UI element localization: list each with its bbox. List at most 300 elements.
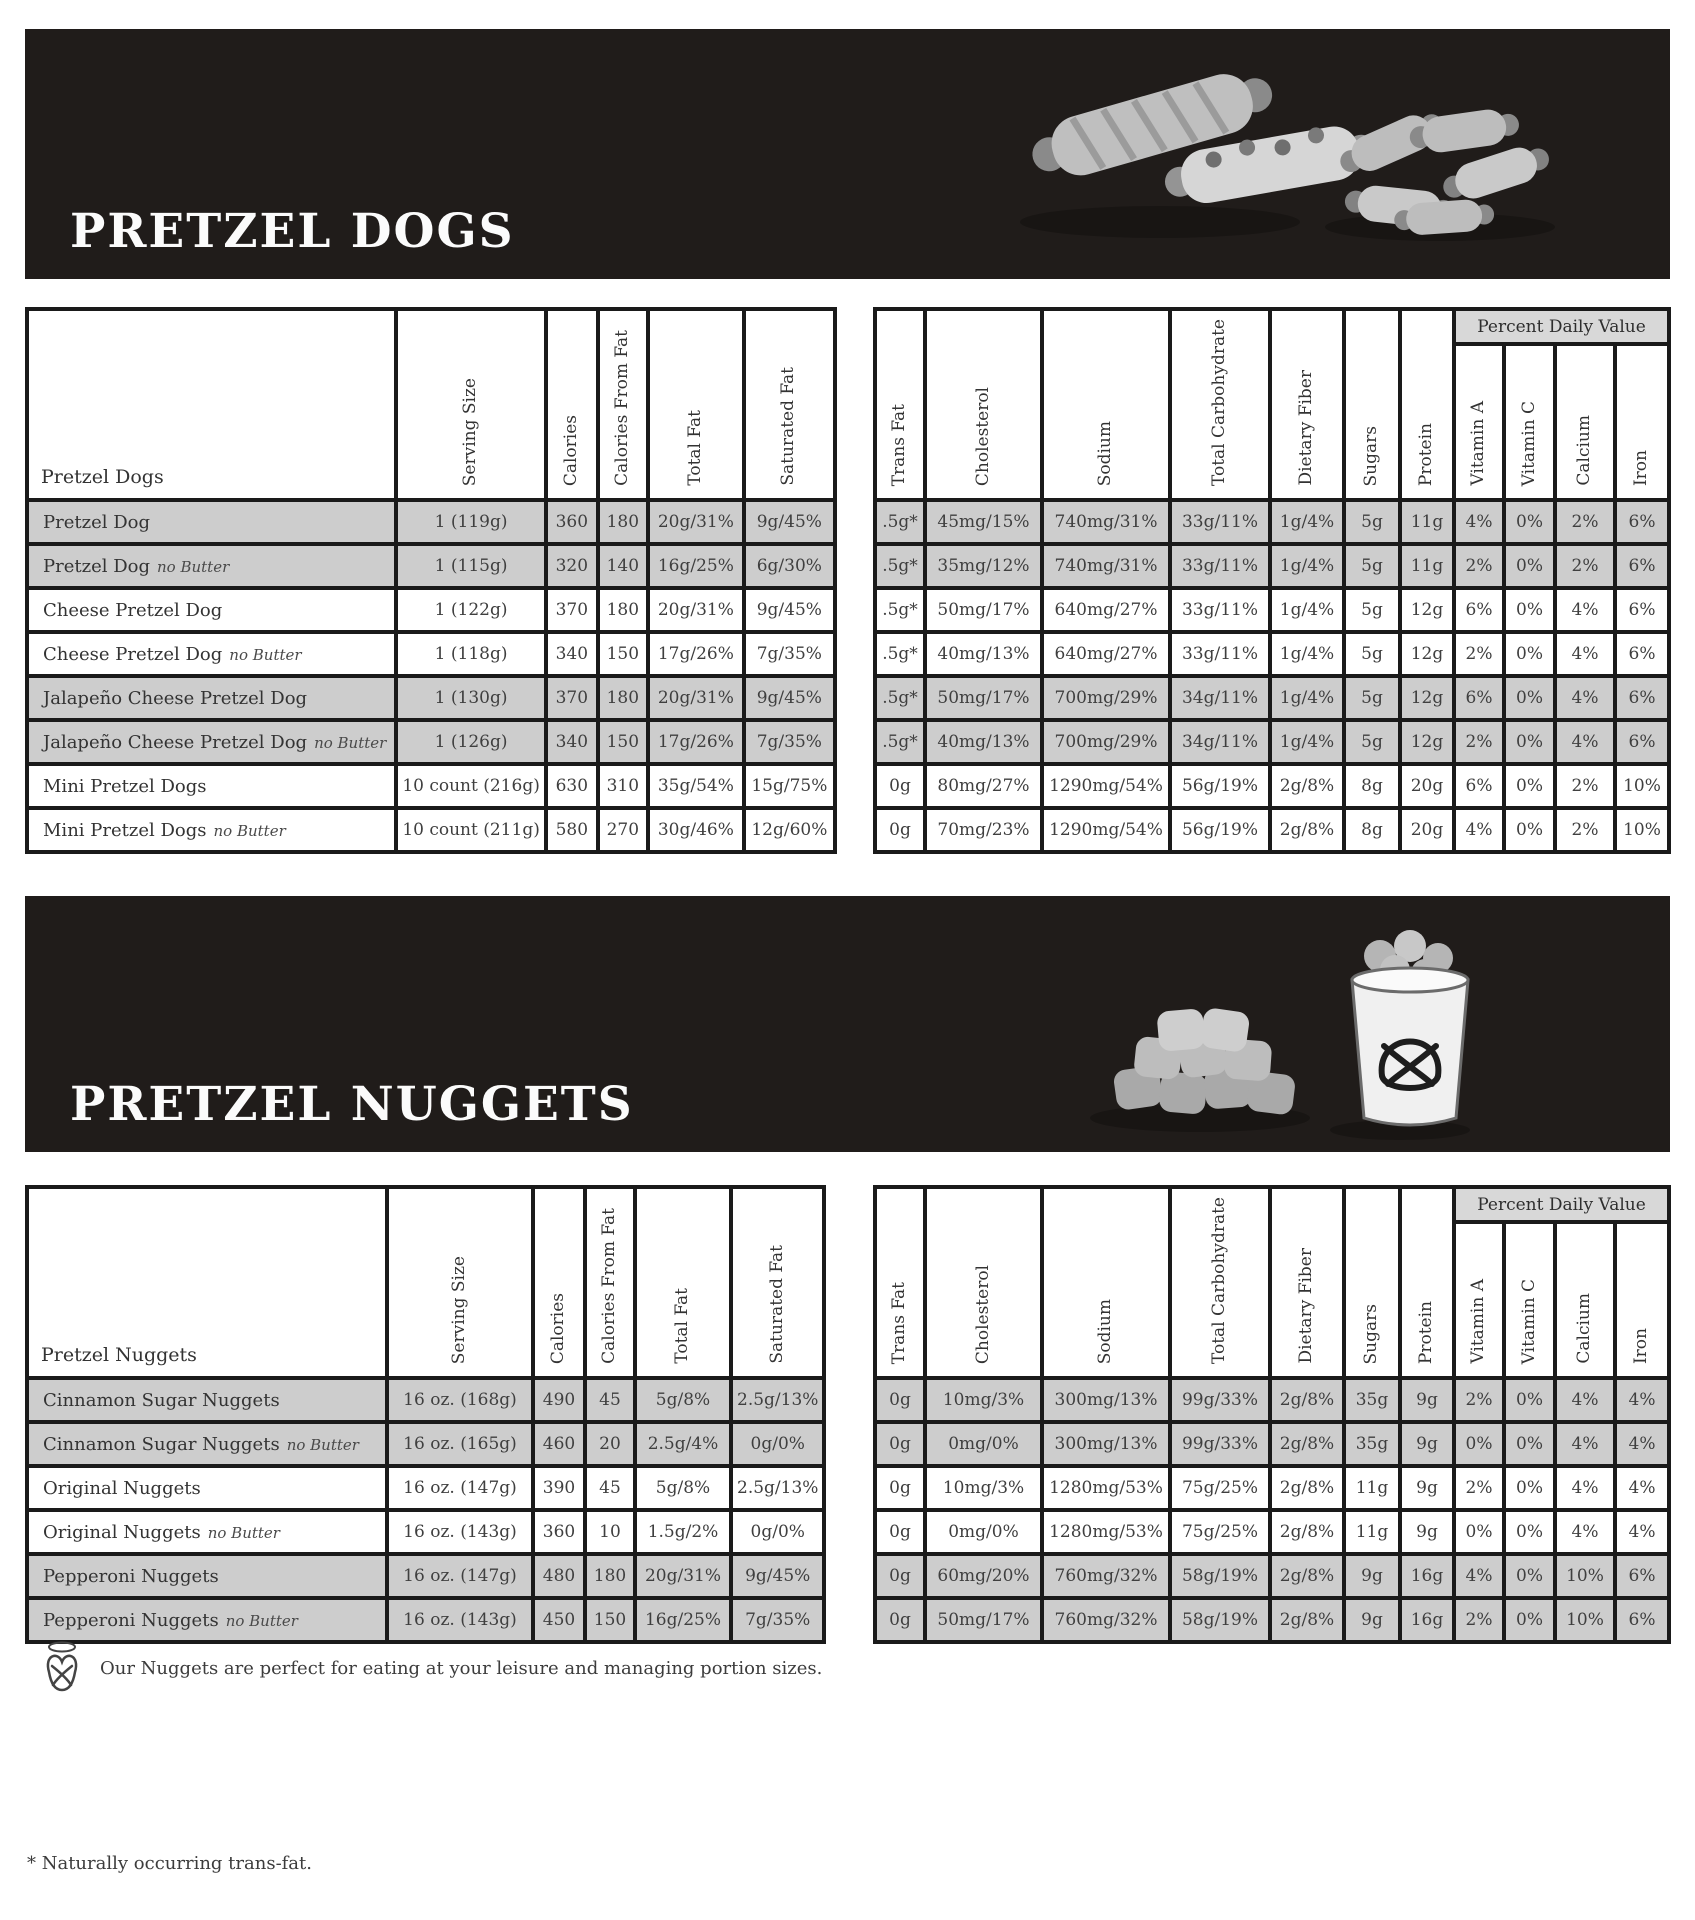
cell-item-name [27, 1422, 387, 1466]
percent-daily-value-header: Percent Daily Value [1454, 309, 1669, 344]
pretzel-halo-icon [40, 1640, 84, 1696]
item-name-suffix: no Butter [286, 1435, 359, 1454]
table-label: Pretzel Dogs [27, 309, 396, 500]
table-row [875, 1510, 1669, 1554]
pretzel-dogs-table-left [25, 307, 837, 854]
cell-iron: 4% [1615, 1510, 1669, 1554]
cell-saturated-fat: 12g/60% [744, 808, 835, 852]
cell-sugars: 5g [1344, 720, 1400, 764]
cell-dietary-fiber: 2g/8% [1270, 808, 1344, 852]
cell-trans-fat: 0g [875, 808, 925, 852]
cell-vitamin-a: 2% [1454, 1598, 1504, 1642]
cell-sugars: 5g [1344, 676, 1400, 720]
cell-calories-from-fat: 180 [598, 500, 648, 544]
item-name-suffix: no Butter [213, 821, 286, 840]
cell-vitamin-c: 0% [1504, 1554, 1555, 1598]
cell-serving-size: 16 oz. (168g) [387, 1378, 533, 1422]
cell-serving-size: 16 oz. (165g) [387, 1422, 533, 1466]
cell-total-fat: 5g/8% [635, 1378, 731, 1422]
cell-cholesterol: 50mg/17% [925, 676, 1042, 720]
column-header-iron: Iron [1615, 1222, 1669, 1378]
cell-item-name [27, 632, 396, 676]
cell-saturated-fat: 9g/45% [744, 500, 835, 544]
cell-serving-size: 16 oz. (147g) [387, 1554, 533, 1598]
cell-sodium: 300mg/13% [1042, 1378, 1170, 1422]
cell-total-fat: 20g/31% [648, 500, 744, 544]
cell-dietary-fiber: 1g/4% [1270, 632, 1344, 676]
cell-total-carbohydrate: 99g/33% [1170, 1422, 1270, 1466]
cell-total-fat: 5g/8% [635, 1466, 731, 1510]
nutrition-table [25, 1185, 826, 1644]
cell-sugars: 11g [1344, 1510, 1400, 1554]
column-header-sugars: Sugars [1344, 309, 1400, 500]
cell-vitamin-a: 2% [1454, 1378, 1504, 1422]
table-row [875, 1466, 1669, 1510]
table-row [27, 1422, 824, 1466]
cell-iron: 4% [1615, 1422, 1669, 1466]
cell-dietary-fiber: 1g/4% [1270, 500, 1344, 544]
column-header-cholesterol: Cholesterol [925, 1187, 1042, 1378]
pretzel-nuggets-banner [25, 896, 1670, 1152]
column-header-vitamin-a: Vitamin A [1454, 344, 1504, 500]
column-header-total-carbohydrate: Total Carbohydrate [1170, 309, 1270, 500]
cell-total-carbohydrate: 34g/11% [1170, 720, 1270, 764]
cell-sugars: 5g [1344, 500, 1400, 544]
cell-total-fat: 35g/54% [648, 764, 744, 808]
cell-serving-size: 16 oz. (143g) [387, 1598, 533, 1642]
cell-trans-fat: .5g* [875, 676, 925, 720]
item-name-suffix: no Butter [229, 645, 302, 664]
cell-trans-fat: .5g* [875, 544, 925, 588]
cell-trans-fat: .5g* [875, 632, 925, 676]
cell-calories: 370 [546, 588, 598, 632]
cell-sodium: 640mg/27% [1042, 632, 1170, 676]
cell-dietary-fiber: 2g/8% [1270, 1598, 1344, 1642]
cell-vitamin-a: 2% [1454, 720, 1504, 764]
cell-vitamin-c: 0% [1504, 1510, 1555, 1554]
cell-item-name [27, 1598, 387, 1642]
cell-calcium: 2% [1555, 544, 1615, 588]
cell-total-carbohydrate: 33g/11% [1170, 544, 1270, 588]
cell-sodium: 1290mg/54% [1042, 808, 1170, 852]
column-header-vitamin-c: Vitamin C [1504, 1222, 1555, 1378]
cell-vitamin-a: 2% [1454, 544, 1504, 588]
table-row [875, 720, 1669, 764]
table-row [875, 500, 1669, 544]
cell-total-carbohydrate: 58g/19% [1170, 1598, 1270, 1642]
cell-total-carbohydrate: 34g/11% [1170, 676, 1270, 720]
cell-vitamin-a: 2% [1454, 632, 1504, 676]
cell-vitamin-c: 0% [1504, 808, 1555, 852]
cell-total-carbohydrate: 33g/11% [1170, 588, 1270, 632]
column-header-saturated-fat: Saturated Fat [731, 1187, 824, 1378]
column-header-calories: Calories [533, 1187, 585, 1378]
cell-item-name [27, 1554, 387, 1598]
item-name: Cinnamon Sugar Nuggets [43, 1389, 280, 1411]
cell-vitamin-c: 0% [1504, 676, 1555, 720]
cell-trans-fat: 0g [875, 1466, 925, 1510]
item-name-suffix: no Butter [314, 733, 387, 752]
cell-iron: 6% [1615, 588, 1669, 632]
item-name: Pretzel Dog [43, 511, 151, 533]
cell-sugars: 5g [1344, 632, 1400, 676]
cell-serving-size: 1 (130g) [396, 676, 546, 720]
cell-serving-size: 1 (126g) [396, 720, 546, 764]
cell-serving-size: 10 count (216g) [396, 764, 546, 808]
pretzel-nuggets-table-right [873, 1185, 1671, 1644]
cell-calories: 370 [546, 676, 598, 720]
cell-cholesterol: 50mg/17% [925, 588, 1042, 632]
column-header-cholesterol: Cholesterol [925, 309, 1042, 500]
column-header-total-fat: Total Fat [635, 1187, 731, 1378]
cell-calcium: 4% [1555, 676, 1615, 720]
column-header-sugars: Sugars [1344, 1187, 1400, 1378]
cell-protein: 12g [1400, 676, 1454, 720]
cell-trans-fat: 0g [875, 1554, 925, 1598]
item-name: Pretzel Dog [43, 555, 151, 577]
cell-saturated-fat: 7g/35% [731, 1598, 824, 1642]
cell-cholesterol: 40mg/13% [925, 720, 1042, 764]
cell-vitamin-a: 2% [1454, 1466, 1504, 1510]
cell-total-fat: 17g/26% [648, 632, 744, 676]
cell-vitamin-a: 6% [1454, 588, 1504, 632]
cell-saturated-fat: 2.5g/13% [731, 1466, 824, 1510]
cell-trans-fat: 0g [875, 1422, 925, 1466]
cell-item-name [27, 1378, 387, 1422]
cell-calories: 360 [533, 1510, 585, 1554]
table-row [27, 1466, 824, 1510]
cell-calcium: 4% [1555, 588, 1615, 632]
cell-iron: 6% [1615, 544, 1669, 588]
cell-total-fat: 20g/31% [648, 676, 744, 720]
table-row [27, 720, 835, 764]
cell-dietary-fiber: 2g/8% [1270, 1422, 1344, 1466]
item-name-suffix: no Butter [207, 1523, 280, 1542]
cell-calcium: 2% [1555, 764, 1615, 808]
percent-daily-value-header: Percent Daily Value [1454, 1187, 1669, 1222]
cell-total-carbohydrate: 56g/19% [1170, 808, 1270, 852]
cell-sodium: 700mg/29% [1042, 676, 1170, 720]
cell-calcium: 4% [1555, 1466, 1615, 1510]
cell-calcium: 2% [1555, 808, 1615, 852]
cell-sodium: 300mg/13% [1042, 1422, 1170, 1466]
item-name: Mini Pretzel Dogs [43, 775, 207, 797]
table-row [27, 676, 835, 720]
pretzel-nuggets-title: PRETZEL NUGGETS [70, 1077, 634, 1132]
item-name: Original Nuggets [43, 1477, 201, 1499]
pretzel-dogs-table-right [873, 307, 1671, 854]
item-name-suffix: no Butter [225, 1611, 298, 1630]
cell-calories: 460 [533, 1422, 585, 1466]
item-name: Cheese Pretzel Dog [43, 643, 223, 665]
cell-total-carbohydrate: 75g/25% [1170, 1466, 1270, 1510]
cell-protein: 12g [1400, 720, 1454, 764]
cell-vitamin-c: 0% [1504, 1422, 1555, 1466]
table-row [27, 588, 835, 632]
cell-protein: 20g [1400, 808, 1454, 852]
cell-saturated-fat: 9g/45% [744, 676, 835, 720]
column-header-calcium: Calcium [1555, 1222, 1615, 1378]
cell-protein: 12g [1400, 632, 1454, 676]
item-name: Jalapeño Cheese Pretzel Dog [43, 687, 308, 709]
cell-total-carbohydrate: 58g/19% [1170, 1554, 1270, 1598]
cell-saturated-fat: 6g/30% [744, 544, 835, 588]
cell-sodium: 1280mg/53% [1042, 1466, 1170, 1510]
cell-iron: 6% [1615, 1598, 1669, 1642]
cell-dietary-fiber: 2g/8% [1270, 764, 1344, 808]
table-row [875, 1598, 1669, 1642]
cell-calories-from-fat: 310 [598, 764, 648, 808]
column-header-total-fat: Total Fat [648, 309, 744, 500]
cell-iron: 6% [1615, 676, 1669, 720]
cell-sugars: 9g [1344, 1554, 1400, 1598]
cell-item-name [27, 676, 396, 720]
cell-calcium: 2% [1555, 500, 1615, 544]
cell-protein: 9g [1400, 1510, 1454, 1554]
cell-sodium: 740mg/31% [1042, 500, 1170, 544]
column-header-calories: Calories [546, 309, 598, 500]
cell-calories-from-fat: 270 [598, 808, 648, 852]
cell-sodium: 760mg/32% [1042, 1598, 1170, 1642]
cell-dietary-fiber: 1g/4% [1270, 676, 1344, 720]
cell-cholesterol: 80mg/27% [925, 764, 1042, 808]
cell-calories: 390 [533, 1466, 585, 1510]
cell-calories: 320 [546, 544, 598, 588]
cell-vitamin-a: 4% [1454, 808, 1504, 852]
column-header-serving-size: Serving Size [387, 1187, 533, 1378]
nutrition-table [873, 1185, 1671, 1644]
cell-vitamin-a: 6% [1454, 764, 1504, 808]
cell-calcium: 10% [1555, 1598, 1615, 1642]
cell-calories-from-fat: 150 [598, 720, 648, 764]
cell-vitamin-c: 0% [1504, 588, 1555, 632]
cell-protein: 11g [1400, 544, 1454, 588]
cell-cholesterol: 0mg/0% [925, 1510, 1042, 1554]
cell-sugars: 35g [1344, 1378, 1400, 1422]
cell-calories-from-fat: 180 [585, 1554, 635, 1598]
cell-dietary-fiber: 2g/8% [1270, 1554, 1344, 1598]
cell-vitamin-c: 0% [1504, 1378, 1555, 1422]
cell-serving-size: 16 oz. (147g) [387, 1466, 533, 1510]
cell-iron: 4% [1615, 1466, 1669, 1510]
cell-total-carbohydrate: 33g/11% [1170, 632, 1270, 676]
cell-total-fat: 20g/31% [648, 588, 744, 632]
cell-vitamin-c: 0% [1504, 544, 1555, 588]
cell-vitamin-a: 0% [1454, 1422, 1504, 1466]
column-header-sodium: Sodium [1042, 1187, 1170, 1378]
cell-total-fat: 20g/31% [635, 1554, 731, 1598]
cell-saturated-fat: 0g/0% [731, 1510, 824, 1554]
cell-calories: 340 [546, 720, 598, 764]
cell-vitamin-c: 0% [1504, 764, 1555, 808]
cell-vitamin-a: 0% [1454, 1510, 1504, 1554]
cell-calories-from-fat: 45 [585, 1378, 635, 1422]
column-header-dietary-fiber: Dietary Fiber [1270, 1187, 1344, 1378]
cell-vitamin-c: 0% [1504, 632, 1555, 676]
cell-serving-size: 1 (118g) [396, 632, 546, 676]
column-header-total-carbohydrate: Total Carbohydrate [1170, 1187, 1270, 1378]
cell-iron: 6% [1615, 500, 1669, 544]
table-row [875, 1554, 1669, 1598]
cell-total-fat: 1.5g/2% [635, 1510, 731, 1554]
cell-dietary-fiber: 1g/4% [1270, 588, 1344, 632]
cell-trans-fat: 0g [875, 1598, 925, 1642]
cell-calories-from-fat: 10 [585, 1510, 635, 1554]
table-row [27, 1510, 824, 1554]
cell-calcium: 4% [1555, 720, 1615, 764]
cell-item-name [27, 500, 396, 544]
cell-cholesterol: 50mg/17% [925, 1598, 1042, 1642]
cell-protein: 11g [1400, 500, 1454, 544]
pretzel-nuggets-photo [1080, 918, 1500, 1148]
column-header-serving-size: Serving Size [396, 309, 546, 500]
table-row [27, 632, 835, 676]
cell-calories-from-fat: 180 [598, 588, 648, 632]
cell-protein: 16g [1400, 1554, 1454, 1598]
cell-item-name [27, 1510, 387, 1554]
cell-calories: 360 [546, 500, 598, 544]
cell-saturated-fat: 2.5g/13% [731, 1378, 824, 1422]
column-header-protein: Protein [1400, 309, 1454, 500]
column-header-vitamin-c: Vitamin C [1504, 344, 1555, 500]
cell-total-fat: 2.5g/4% [635, 1422, 731, 1466]
pretzel-dogs-photo [1010, 47, 1570, 262]
table-row [875, 1378, 1669, 1422]
cell-sodium: 760mg/32% [1042, 1554, 1170, 1598]
item-name-suffix: no Butter [157, 557, 230, 576]
item-name: Pepperoni Nuggets [43, 1565, 219, 1587]
cell-total-carbohydrate: 75g/25% [1170, 1510, 1270, 1554]
nuggets-note [40, 1640, 822, 1696]
cell-sodium: 1290mg/54% [1042, 764, 1170, 808]
cell-saturated-fat: 9g/45% [731, 1554, 824, 1598]
cell-serving-size: 1 (119g) [396, 500, 546, 544]
column-header-trans-fat: Trans Fat [875, 309, 925, 500]
table-row [875, 808, 1669, 852]
column-header-sodium: Sodium [1042, 309, 1170, 500]
cell-calcium: 10% [1555, 1554, 1615, 1598]
cell-calories-from-fat: 45 [585, 1466, 635, 1510]
cell-trans-fat: 0g [875, 764, 925, 808]
cell-cholesterol: 70mg/23% [925, 808, 1042, 852]
column-header-protein: Protein [1400, 1187, 1454, 1378]
cell-vitamin-c: 0% [1504, 500, 1555, 544]
cell-iron: 10% [1615, 764, 1669, 808]
cell-calories-from-fat: 20 [585, 1422, 635, 1466]
item-name: Pepperoni Nuggets [43, 1609, 219, 1631]
cell-cholesterol: 10mg/3% [925, 1378, 1042, 1422]
cell-total-carbohydrate: 56g/19% [1170, 764, 1270, 808]
cell-protein: 9g [1400, 1422, 1454, 1466]
column-header-calories-from-fat: Calories From Fat [585, 1187, 635, 1378]
item-name: Cinnamon Sugar Nuggets [43, 1433, 280, 1455]
cell-total-fat: 17g/26% [648, 720, 744, 764]
nuggets-note-text: Our Nuggets are perfect for eating at your leisure and managing portion sizes. [100, 1657, 823, 1679]
cell-calories-from-fat: 150 [598, 632, 648, 676]
cell-saturated-fat: 15g/75% [744, 764, 835, 808]
column-header-vitamin-a: Vitamin A [1454, 1222, 1504, 1378]
cell-trans-fat: .5g* [875, 500, 925, 544]
column-header-trans-fat: Trans Fat [875, 1187, 925, 1378]
cell-calcium: 4% [1555, 1510, 1615, 1554]
column-header-saturated-fat: Saturated Fat [744, 309, 835, 500]
cell-saturated-fat: 0g/0% [731, 1422, 824, 1466]
table-row [27, 1598, 824, 1642]
cell-trans-fat: 0g [875, 1510, 925, 1554]
column-header-dietary-fiber: Dietary Fiber [1270, 309, 1344, 500]
table-row [27, 1378, 824, 1422]
cell-sugars: 9g [1344, 1598, 1400, 1642]
cell-sugars: 8g [1344, 808, 1400, 852]
cell-calories-from-fat: 150 [585, 1598, 635, 1642]
cell-dietary-fiber: 2g/8% [1270, 1378, 1344, 1422]
cell-calories: 490 [533, 1378, 585, 1422]
cell-total-carbohydrate: 99g/33% [1170, 1378, 1270, 1422]
cell-dietary-fiber: 1g/4% [1270, 544, 1344, 588]
cell-sodium: 700mg/29% [1042, 720, 1170, 764]
cell-calories: 580 [546, 808, 598, 852]
cell-cholesterol: 10mg/3% [925, 1466, 1042, 1510]
pretzel-dogs-title: PRETZEL DOGS [70, 204, 515, 259]
table-row [875, 588, 1669, 632]
table-label: Pretzel Nuggets [27, 1187, 387, 1378]
cell-serving-size: 16 oz. (143g) [387, 1510, 533, 1554]
cell-serving-size: 1 (115g) [396, 544, 546, 588]
table-row [875, 1422, 1669, 1466]
nutrition-table [873, 307, 1671, 854]
nutrition-table [25, 307, 837, 854]
cell-cholesterol: 60mg/20% [925, 1554, 1042, 1598]
cell-vitamin-a: 6% [1454, 676, 1504, 720]
column-header-calories-from-fat: Calories From Fat [598, 309, 648, 500]
table-row [875, 632, 1669, 676]
cell-calories: 630 [546, 764, 598, 808]
cell-calories-from-fat: 180 [598, 676, 648, 720]
table-row [27, 764, 835, 808]
cell-total-fat: 30g/46% [648, 808, 744, 852]
table-row [875, 676, 1669, 720]
table-row [875, 544, 1669, 588]
cell-vitamin-c: 0% [1504, 720, 1555, 764]
cell-protein: 9g [1400, 1378, 1454, 1422]
cell-dietary-fiber: 2g/8% [1270, 1466, 1344, 1510]
cell-protein: 20g [1400, 764, 1454, 808]
cell-sodium: 740mg/31% [1042, 544, 1170, 588]
cell-item-name [27, 808, 396, 852]
cell-trans-fat: .5g* [875, 720, 925, 764]
cell-total-carbohydrate: 33g/11% [1170, 500, 1270, 544]
cell-item-name [27, 1466, 387, 1510]
pretzel-nuggets-table-left [25, 1185, 826, 1644]
table-row [27, 500, 835, 544]
cell-serving-size: 1 (122g) [396, 588, 546, 632]
item-name: Original Nuggets [43, 1521, 201, 1543]
table-row [875, 764, 1669, 808]
table-row [27, 544, 835, 588]
item-name: Jalapeño Cheese Pretzel Dog [43, 731, 308, 753]
cell-trans-fat: 0g [875, 1378, 925, 1422]
cell-vitamin-c: 0% [1504, 1598, 1555, 1642]
cell-iron: 10% [1615, 808, 1669, 852]
cell-sugars: 11g [1344, 1466, 1400, 1510]
cell-dietary-fiber: 2g/8% [1270, 1510, 1344, 1554]
cell-sugars: 5g [1344, 588, 1400, 632]
cell-vitamin-a: 4% [1454, 500, 1504, 544]
table-row [27, 808, 835, 852]
cell-calories: 450 [533, 1598, 585, 1642]
cell-iron: 6% [1615, 1554, 1669, 1598]
column-header-calcium: Calcium [1555, 344, 1615, 500]
